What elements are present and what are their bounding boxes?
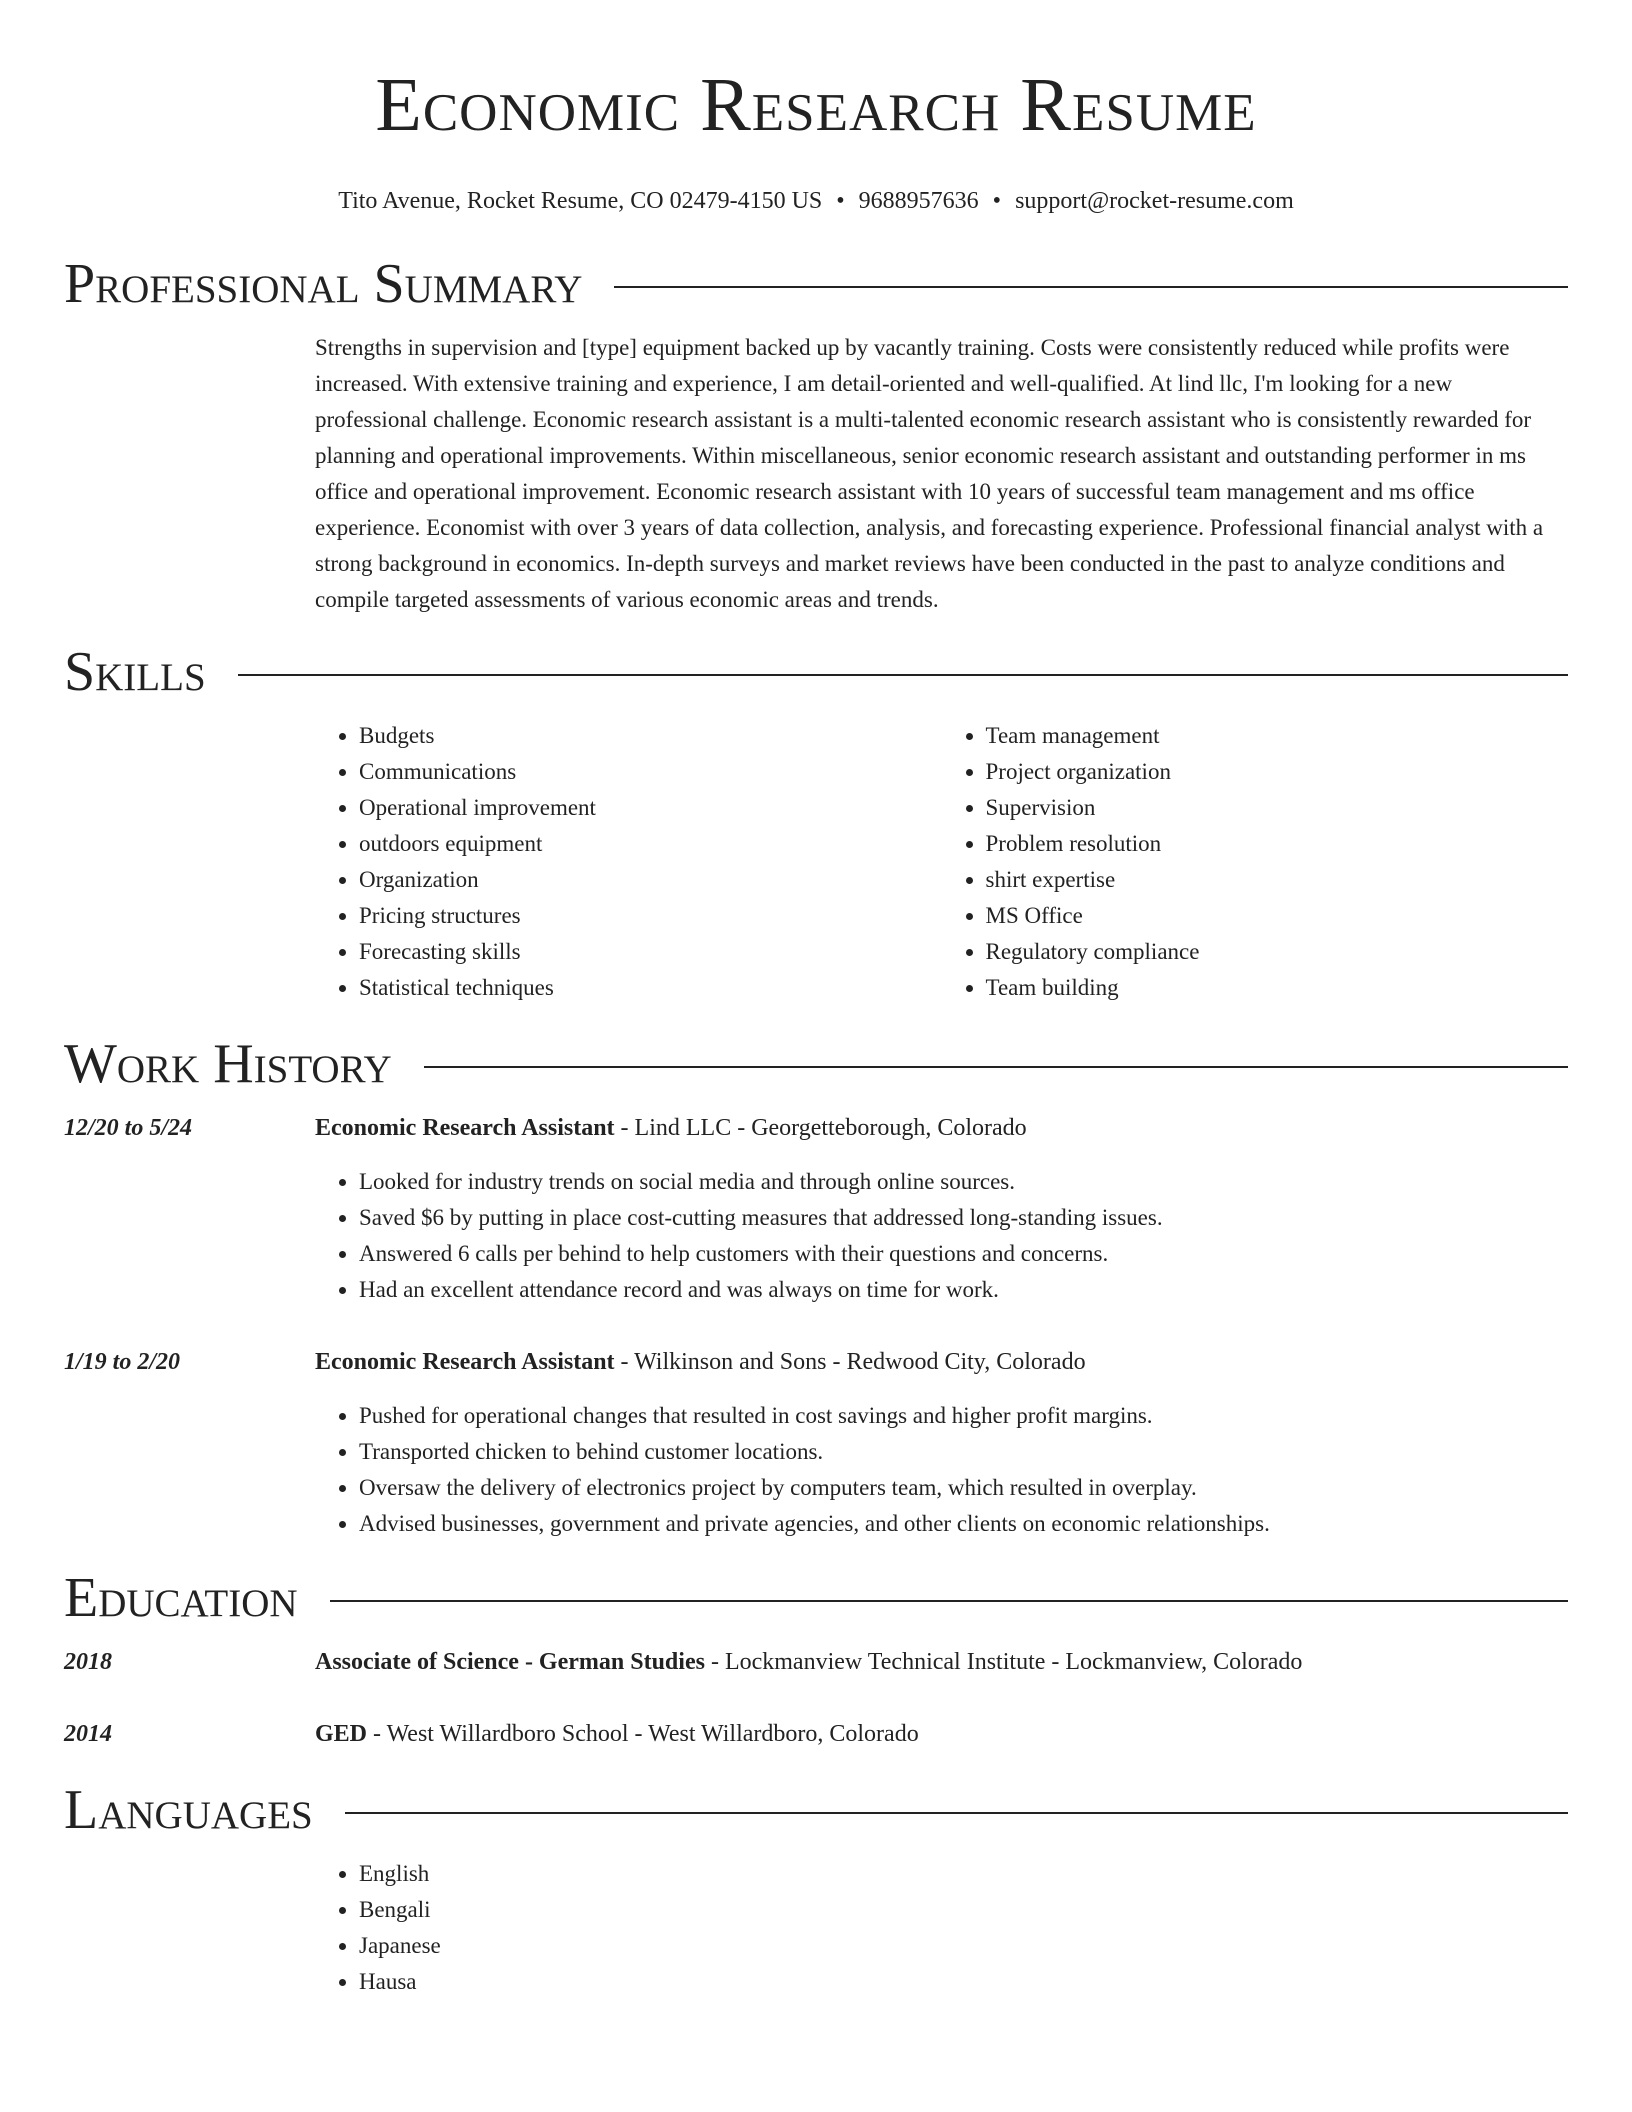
- skill-item: • Problem resolution: [986, 826, 1569, 862]
- resume-page: [64, 0, 1568, 2000]
- job-bullet: • Pushed for operational changes that resulted in cost savings and higher profit margins.: [359, 1398, 1270, 1434]
- skill-item: • outdoors equipment: [359, 826, 942, 862]
- job-bullets: [315, 1164, 1163, 1308]
- skill-item: • Operational improvement: [359, 790, 942, 826]
- education-degree: GED: [315, 1721, 368, 1747]
- section-heading-work: Work History: [64, 1033, 392, 1095]
- skills-lists: [315, 718, 1568, 1006]
- job-employer: - Lind LLC - Georgetteborough, Colorado: [614, 1115, 1027, 1141]
- job-bullet: • Answered 6 calls per behind to help customers with their questions and concerns.: [359, 1236, 1163, 1272]
- skill-item: • Organization: [359, 862, 942, 898]
- contact-separator: •: [992, 188, 1002, 214]
- section-heading-summary: Professional Summary: [64, 253, 583, 315]
- education-text: [315, 1716, 919, 1752]
- language-item: • Japanese: [359, 1928, 1568, 1964]
- job-header: [315, 1344, 1270, 1380]
- job-bullet: • Had an excellent attendance record and was always on time for work.: [359, 1272, 1163, 1308]
- language-item: • English: [359, 1856, 1568, 1892]
- skill-item: • Forecasting skills: [359, 934, 942, 970]
- job-bullet: • Oversaw the delivery of electronics project by computers team, which resulted in overplay.: [359, 1470, 1270, 1506]
- section-divider: [330, 1600, 1568, 1602]
- job-bullets: [315, 1398, 1270, 1542]
- skills-list-left: [315, 718, 942, 1006]
- job-bullet: • Looked for industry trends on social media and through online sources.: [359, 1164, 1163, 1200]
- skill-item: • Regulatory compliance: [986, 934, 1569, 970]
- section-work-header: [64, 1032, 1568, 1096]
- education-text: [315, 1644, 1302, 1680]
- education-entry: [64, 1644, 1568, 1680]
- skill-item: • shirt expertise: [986, 862, 1569, 898]
- education-date: 2014: [64, 1721, 112, 1747]
- job-title: Economic Research Assistant: [315, 1349, 615, 1375]
- resume-title: Economic Research Resume: [375, 63, 1257, 147]
- skill-item: • Team building: [986, 970, 1569, 1006]
- contact-line: [64, 186, 1568, 216]
- contact-email: support@rocket-resume.com: [1015, 188, 1294, 214]
- job-date: 12/20 to 5/24: [64, 1115, 193, 1141]
- section-divider: [238, 674, 1568, 676]
- education-degree: Associate of Science - German Studies: [315, 1649, 705, 1675]
- job-entry: [64, 1110, 1568, 1308]
- contact-separator: •: [836, 188, 845, 214]
- section-heading-education: Education: [64, 1567, 298, 1629]
- job-employer: - Wilkinson and Sons - Redwood City, Colorado: [614, 1349, 1086, 1375]
- education-entry: [64, 1716, 1568, 1752]
- section-heading-skills: Skills: [64, 641, 206, 703]
- contact-phone: 9688957636: [858, 188, 979, 214]
- section-divider: [424, 1066, 1568, 1068]
- language-item: • Hausa: [359, 1964, 1568, 2000]
- skill-item: • Supervision: [986, 790, 1569, 826]
- language-item: • Bengali: [359, 1892, 1568, 1928]
- job-entry: [64, 1344, 1568, 1542]
- skills-list-right: [942, 718, 1569, 1006]
- job-date: 1/19 to 2/20: [64, 1349, 181, 1375]
- skill-item: • Team management: [986, 718, 1569, 754]
- job-bullet: • Transported chicken to behind customer locations.: [359, 1434, 1270, 1470]
- section-summary-header: [64, 252, 1568, 316]
- skill-item: • Project organization: [986, 754, 1569, 790]
- education-school: - West Willardboro School - West Willardboro, Colorado: [367, 1721, 919, 1747]
- summary-text: Strengths in supervision and [type] equipment backed up by vacantly training. Costs were consistently reduced while profits were increased. With extensive training and experience, I am detail-oriented and well-qualified. At lind llc, I'm looking for a new professional challenge. Economic research assistant is a multi-talented economic research assistant who is consistently rewarded for planning and operational improvements. Within miscellaneous, senior economic research assistant and outstanding performer in ms office and operational improvement. Economic research assistant with 10 years of successful team management and ms office experience. Economist with over 3 years of data collection, analysis, and forecasting experience. Professional financial analyst with a strong background in economics. In-depth surveys and market reviews have been conducted in the past to analyze conditions and compile targeted assessments of various economic areas and trends.: [315, 335, 1544, 612]
- job-content: [315, 1344, 1270, 1542]
- languages-block: [315, 1856, 1568, 2000]
- section-heading-languages: Languages: [64, 1779, 313, 1841]
- job-header: [315, 1110, 1163, 1146]
- education-date: 2018: [64, 1649, 112, 1675]
- job-bullet: • Advised businesses, government and private agencies, and other clients on economic relationships.: [359, 1506, 1270, 1542]
- section-education-header: [64, 1566, 1568, 1630]
- job-content: [315, 1110, 1163, 1308]
- skill-item: • Communications: [359, 754, 942, 790]
- contact-address: Tito Avenue, Rocket Resume, CO 02479-4150 US: [338, 188, 823, 214]
- section-divider: [345, 1812, 1568, 1814]
- section-languages-header: [64, 1778, 1568, 1842]
- section-skills-header: [64, 640, 1568, 704]
- skill-item: • MS Office: [986, 898, 1569, 934]
- languages-list: [315, 1856, 1568, 2000]
- job-title: Economic Research Assistant: [315, 1115, 615, 1141]
- education-school: - Lockmanview Technical Institute - Lockmanview, Colorado: [704, 1649, 1303, 1675]
- skill-item: • Pricing structures: [359, 898, 942, 934]
- skill-item: • Budgets: [359, 718, 942, 754]
- skill-item: • Statistical techniques: [359, 970, 942, 1006]
- section-divider: [614, 286, 1568, 288]
- job-bullet: • Saved $6 by putting in place cost-cutting measures that addressed long-standing issues.: [359, 1200, 1163, 1236]
